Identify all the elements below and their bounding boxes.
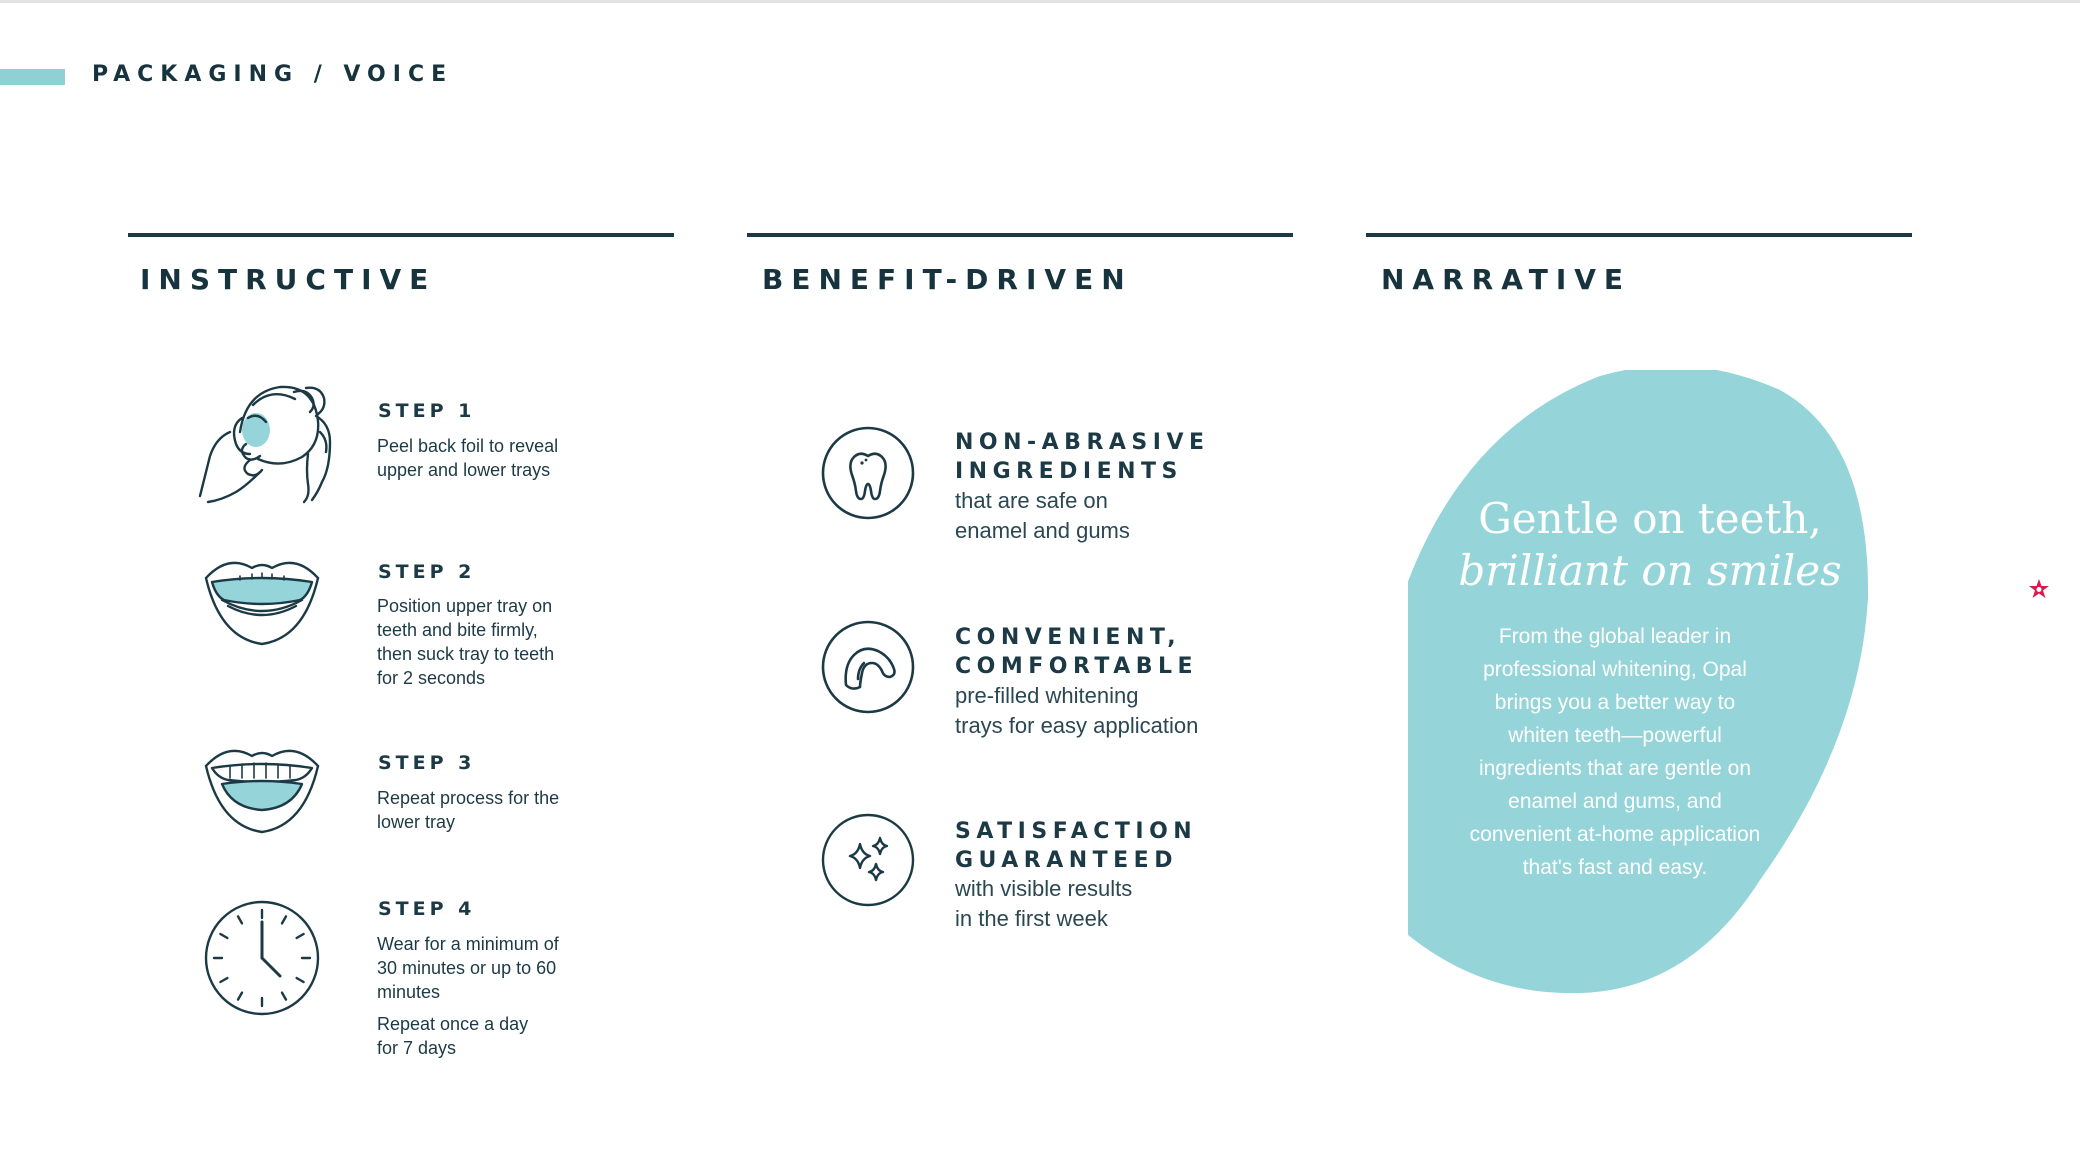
text-line: ingredients that are gentle on — [1478, 757, 1752, 780]
text-line: for 2 seconds — [377, 668, 486, 688]
top-border — [0, 0, 2080, 3]
step-description — [377, 932, 559, 1004]
step-description-extra — [377, 1012, 528, 1060]
text-line: Position upper tray on — [377, 596, 553, 616]
text-line: in the first week — [955, 906, 1108, 931]
text-line: whiten teeth—powerful — [1508, 724, 1722, 747]
star-icon — [2025, 576, 2053, 604]
narrative-headline — [1400, 493, 1900, 597]
text-line: for 7 days — [377, 1038, 457, 1058]
text-line: From the global leader in — [1498, 625, 1732, 648]
text-line: then suck tray to teeth — [377, 644, 555, 664]
step-label: STEP 2 — [378, 561, 476, 583]
benefit-title — [955, 428, 1210, 486]
benefit-title — [955, 623, 1198, 681]
narrative-body — [1440, 620, 1790, 884]
benefit-description — [955, 874, 1132, 934]
section-title: PACKAGING / VOICE — [92, 62, 454, 87]
step-description — [377, 434, 558, 482]
text-line: 30 minutes or up to 60 — [377, 958, 557, 978]
text-line: INGREDIENTS — [955, 459, 1183, 484]
benefit-description — [955, 486, 1130, 546]
text-line: lower tray — [377, 812, 456, 832]
text-line: convenient at-home application — [1469, 823, 1761, 846]
column-title: NARRATIVE — [1381, 263, 1632, 296]
text-line: COMFORTABLE — [955, 654, 1199, 679]
column-title: BENEFIT-DRIVEN — [762, 263, 1133, 296]
text-line: pre-filled whitening — [955, 683, 1139, 708]
text-line: trays for easy application — [955, 713, 1199, 738]
text-line: that's fast and easy. — [1522, 856, 1708, 879]
tray-icon — [820, 619, 916, 715]
text-line: CONVENIENT, — [955, 625, 1182, 650]
text-line: Wear for a minimum of — [377, 934, 559, 954]
sparkles-icon — [820, 812, 916, 908]
text-line: Repeat process for the — [377, 788, 560, 808]
column-title: INSTRUCTIVE — [140, 263, 437, 296]
step-label: STEP 4 — [378, 898, 476, 920]
tooth-icon — [820, 425, 916, 521]
text-line: GUARANTEED — [955, 848, 1178, 873]
hands-peeling-foil-icon — [190, 372, 350, 507]
text-line: Peel back foil to reveal — [377, 436, 559, 456]
text-line: enamel and gums — [955, 518, 1130, 543]
column-benefit-driven — [747, 233, 1293, 296]
section-accent-bar — [0, 69, 65, 85]
step-description — [377, 594, 554, 690]
text-line: minutes — [377, 982, 441, 1002]
text-line: professional whitening, Opal — [1483, 658, 1747, 681]
text-line: brings you a better way to — [1494, 691, 1736, 714]
step-label: STEP 3 — [378, 752, 476, 774]
text-line: SATISFACTION — [955, 819, 1198, 844]
column-instructive — [128, 233, 674, 296]
text-line: teeth and bite firmly, — [377, 620, 538, 640]
headline-italic-line: brilliant on smiles — [1458, 546, 1842, 595]
benefit-title — [955, 817, 1197, 875]
clock-icon — [200, 896, 324, 1020]
benefit-description — [955, 681, 1198, 741]
text-line: that are safe on — [955, 488, 1108, 513]
text-line: with visible results — [955, 876, 1133, 901]
step-description — [377, 786, 559, 834]
lips-upper-tray-icon — [200, 556, 325, 648]
text-line: NON-ABRASIVE — [955, 430, 1210, 455]
text-line: upper and lower trays — [377, 460, 551, 480]
step-label: STEP 1 — [378, 400, 476, 422]
lips-lower-tray-icon — [200, 744, 325, 836]
column-narrative — [1366, 233, 1912, 296]
text-line: enamel and gums, and — [1508, 790, 1722, 813]
text-line: Repeat once a day — [377, 1014, 529, 1034]
headline-line: Gentle on teeth, — [1478, 494, 1822, 543]
